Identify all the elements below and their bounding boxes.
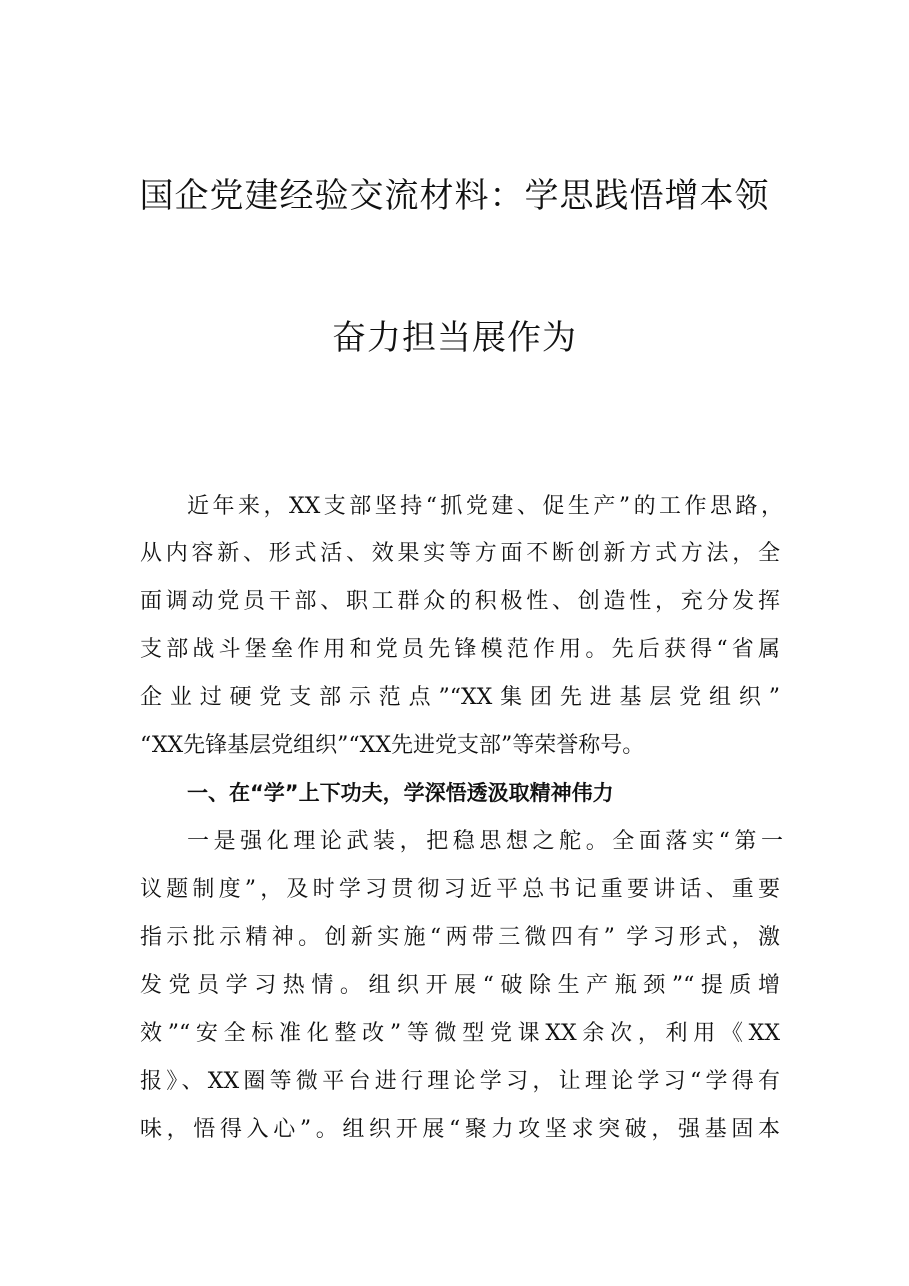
section-line-7: 味，悟得入心”。组织开展“聚力攻坚求突破，强基固本 — [140, 1117, 780, 1142]
intro-line-3: 面调动党员干部、职工群众的积极性、创造性，充分发挥 — [140, 589, 780, 614]
section-line-5: 效”“安全标准化整改”等微型党课XX余次，利用《XX — [140, 1021, 780, 1046]
section-line-4: 发党员学习热情。组织开展“破除生产瓶颈”“提质增 — [140, 973, 780, 998]
intro-line-5: 企业过硬党支部示范点”“XX集团先进基层党组织” — [140, 685, 780, 710]
document-title-line-1: 国企党建经验交流材料：学思践悟增本领 — [139, 176, 770, 216]
document-title-line-2: 奋力担当展作为 — [332, 318, 577, 358]
intro-line-4: 支部战斗堡垒作用和党员先锋模范作用。先后获得“省属 — [140, 637, 780, 662]
section-heading: 一、在“学”上下功夫，学深悟透汲取精神伟力 — [187, 781, 614, 805]
section-line-6: 报》、XX圈等微平台进行理论学习，让理论学习“学得有 — [140, 1069, 780, 1094]
section-line-2: 议题制度”，及时学习贯彻习近平总书记重要讲话、重要 — [140, 877, 780, 902]
section-line-3: 指示批示精神。创新实施“两带三微四有” 学习形式，激 — [140, 925, 780, 950]
intro-line-6: “XX先锋基层党组织”“XX先进党支部”等荣誉称号。 — [140, 733, 645, 758]
intro-line-2: 从内容新、形式活、效果实等方面不断创新方式方法，全 — [140, 541, 780, 566]
intro-line-1: 近年来，XX支部坚持“抓党建、促生产”的工作思路， — [187, 494, 783, 519]
section-line-1: 一是强化理论武装，把稳思想之舵。全面落实“第一 — [187, 829, 783, 854]
